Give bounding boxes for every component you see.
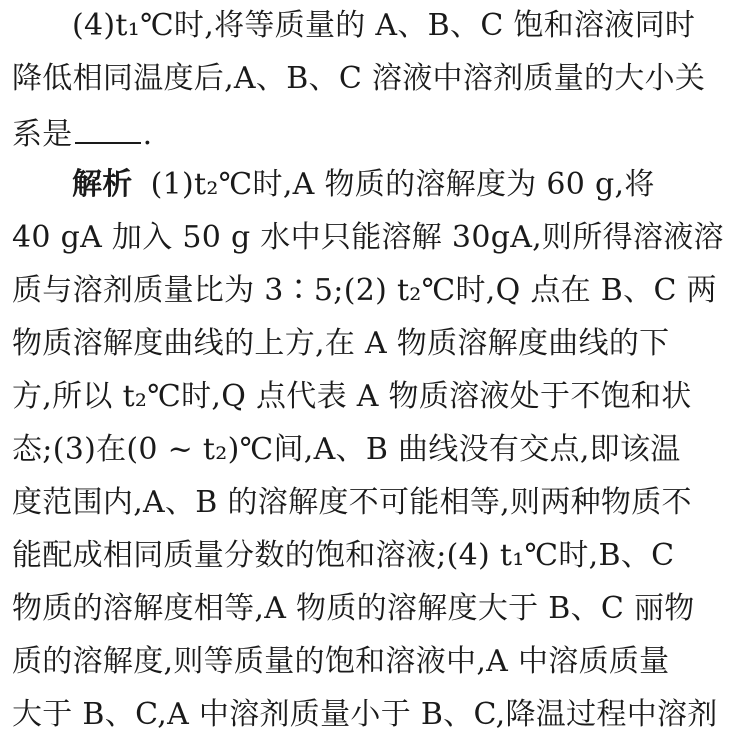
analysis-line-10: 质的溶解度,则等质量的饱和溶液中,A 中溶质质量 xyxy=(12,644,670,679)
analysis-line-5: 方,所以 t₂℃时,Q 点代表 A 物质溶液处于不饱和状 xyxy=(12,379,692,414)
question-line-2: 降低相同温度后,A、B、C 溶液中溶剂质量的大小关 xyxy=(12,61,706,96)
answer-blank xyxy=(75,112,141,144)
analysis-line-1 xyxy=(72,165,655,205)
analysis-line-4: 物质溶解度曲线的上方,在 A 物质溶解度曲线的下 xyxy=(12,326,670,361)
analysis-line-1-text: (1)t₂℃时,A 物质的溶解度为 60 g,将 xyxy=(150,167,655,202)
analysis-line-7: 度范围内,A、B 的溶解度不可能相等,则两种物质不 xyxy=(12,485,692,520)
analysis-label: 解析 xyxy=(72,167,133,202)
question-line-3-text: 系是 xyxy=(12,117,73,152)
analysis-line-11: 大于 B、C,A 中溶剂质量小于 B、C,降温过程中溶剂 xyxy=(12,697,718,732)
question-line-3-end: . xyxy=(142,117,153,152)
analysis-line-6: 态;(3)在(0 ~ t₂)℃间,A、B 曲线没有交点,即该温 xyxy=(12,432,681,467)
question-line-1: (4)t₁℃时,将等质量的 A、B、C 饱和溶液同时 xyxy=(72,8,696,43)
analysis-line-2: 40 gA 加入 50 g 水中只能溶解 30gA,则所得溶液溶 xyxy=(12,220,724,255)
analysis-line-8: 能配成相同质量分数的饱和溶液;(4) t₁℃时,B、C xyxy=(12,538,675,573)
analysis-line-9: 物质的溶解度相等,A 物质的溶解度大于 B、C 丽物 xyxy=(12,591,695,626)
analysis-line-3: 质与溶剂质量比为 3∶5;(2) t₂℃时,Q 点在 B、C 两 xyxy=(12,273,717,308)
question-line-3 xyxy=(12,112,152,152)
